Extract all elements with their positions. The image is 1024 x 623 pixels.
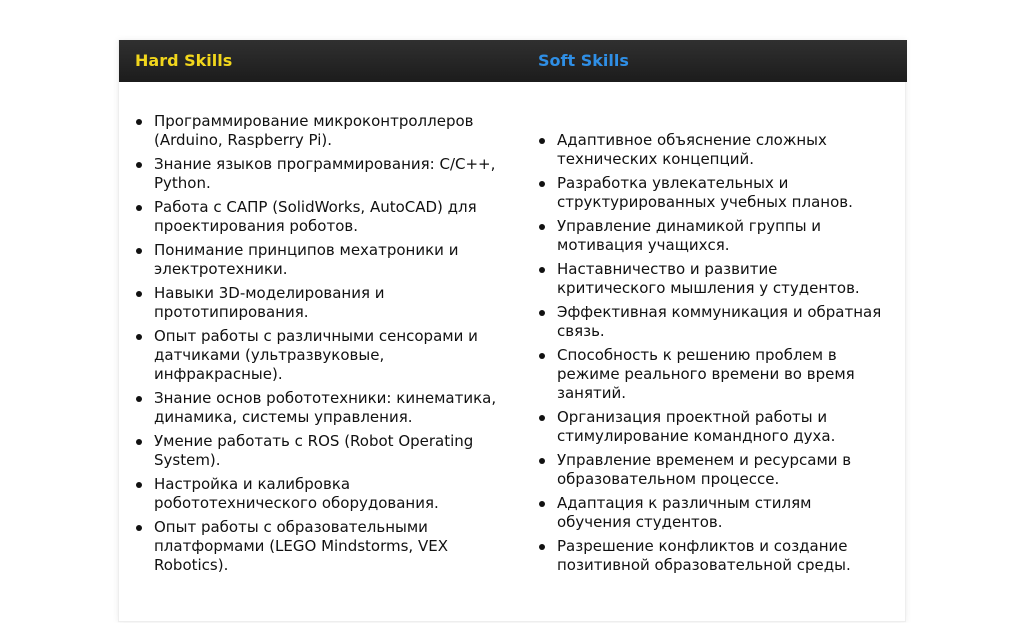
list-item: Наставничество и развитие критического мышления у студентов.	[538, 260, 888, 298]
list-item: Работа с САПР (SolidWorks, AutoCAD) для проектирования роботов.	[135, 198, 515, 236]
list-item: Эффективная коммуникация и обратная связь.	[538, 303, 888, 341]
soft-skills-heading: Soft Skills	[538, 51, 629, 70]
hard-skills-heading: Hard Skills	[135, 51, 233, 70]
list-item: Навыки 3D-моделирования и прототипирования.	[135, 284, 515, 322]
list-item: Настройка и калибровка робототехнического оборудования.	[135, 475, 515, 513]
list-item: Организация проектной работы и стимулирование командного духа.	[538, 408, 888, 446]
list-item: Способность к решению проблем в режиме реального времени во время занятий.	[538, 346, 888, 403]
list-item: Знание основ робототехники: кинематика, динамика, системы управления.	[135, 389, 515, 427]
table-header	[119, 40, 907, 82]
list-item: Опыт работы с различными сенсорами и датчиками (ультразвуковые, инфракрасные).	[135, 327, 515, 384]
list-item: Адаптация к различным стилям обучения студентов.	[538, 494, 888, 532]
list-item: Знание языков программирования: C/C++, Python.	[135, 155, 515, 193]
list-item: Умение работать с ROS (Robot Operating System).	[135, 432, 515, 470]
list-item: Управление временем и ресурсами в образовательном процессе.	[538, 451, 888, 489]
skills-table	[118, 40, 906, 622]
list-item: Разработка увлекательных и структурированных учебных планов.	[538, 174, 888, 212]
soft-skills-list	[538, 131, 888, 580]
hard-skills-list	[135, 112, 515, 580]
list-item: Опыт работы с образовательными платформами (LEGO Mindstorms, VEX Robotics).	[135, 518, 515, 575]
list-item: Понимание принципов мехатроники и электротехники.	[135, 241, 515, 279]
list-item: Программирование микроконтроллеров (Arduino, Raspberry Pi).	[135, 112, 515, 150]
list-item: Адаптивное объяснение сложных технических концепций.	[538, 131, 888, 169]
list-item: Управление динамикой группы и мотивация учащихся.	[538, 217, 888, 255]
list-item: Разрешение конфликтов и создание позитивной образовательной среды.	[538, 537, 888, 575]
